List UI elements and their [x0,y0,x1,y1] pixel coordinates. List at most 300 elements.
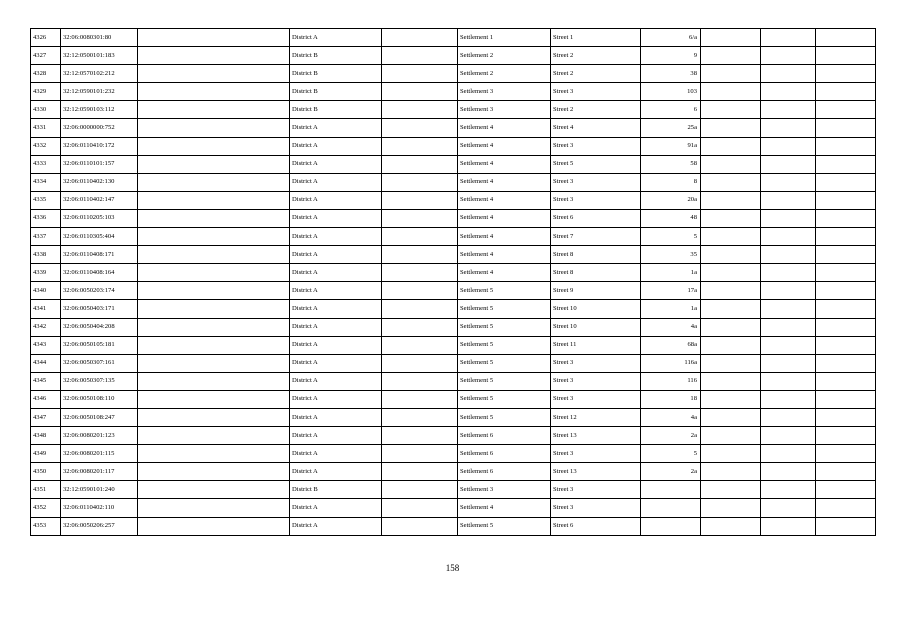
blank-cell [761,481,816,499]
blank-cell [138,408,290,426]
blank-cell [761,83,816,101]
blank-cell [701,137,761,155]
street-cell: Street 3 [551,372,641,390]
street-cell: Street 2 [551,101,641,119]
blank-cell [816,408,876,426]
blank-cell [816,372,876,390]
house-number-cell: 5 [641,228,701,246]
table-row [31,499,876,517]
blank-cell [816,228,876,246]
house-number-cell: 25а [641,119,701,137]
district-cell: District A [290,354,382,372]
cadastral-number-cell: 32:06:0080301:80 [61,29,138,47]
blank-cell [816,119,876,137]
house-number-cell: 2а [641,427,701,445]
blank-cell [816,445,876,463]
house-number-cell: 6/a [641,29,701,47]
cadastral-number-cell: 32:06:0050404:208 [61,318,138,336]
district-cell: District A [290,372,382,390]
row-number-cell: 4344 [31,354,61,372]
street-cell: Street 8 [551,264,641,282]
settlement-cell: Settlement 3 [458,83,551,101]
row-number-cell: 4351 [31,481,61,499]
row-number-cell: 4340 [31,282,61,300]
table-row [31,246,876,264]
cadastral-number-cell: 32:12:0500101:183 [61,47,138,65]
cadastral-number-cell: 32:06:0110101:157 [61,155,138,173]
blank-cell [761,300,816,318]
blank-cell [701,246,761,264]
table-row [31,137,876,155]
house-number-cell [641,481,701,499]
settlement-cell: Settlement 4 [458,209,551,227]
blank-cell [701,481,761,499]
row-number-cell: 4334 [31,173,61,191]
house-number-cell [641,499,701,517]
house-number-cell: 116 [641,372,701,390]
blank-cell [138,481,290,499]
blank-cell [701,282,761,300]
blank-cell [701,336,761,354]
street-cell: Street 6 [551,209,641,227]
blank-cell [382,318,458,336]
blank-cell [701,47,761,65]
street-cell: Street 3 [551,83,641,101]
row-number-cell: 4350 [31,463,61,481]
street-cell: Street 7 [551,228,641,246]
blank-cell [816,137,876,155]
table-row [31,318,876,336]
cadastral-number-cell: 32:12:0590101:232 [61,83,138,101]
settlement-cell: Settlement 5 [458,282,551,300]
district-cell: District A [290,155,382,173]
blank-cell [138,300,290,318]
settlement-cell: Settlement 4 [458,499,551,517]
cadastral-number-cell: 32:06:0110408:164 [61,264,138,282]
row-number-cell: 4336 [31,209,61,227]
blank-cell [816,463,876,481]
row-number-cell: 4342 [31,318,61,336]
blank-cell [761,463,816,481]
street-cell: Street 4 [551,119,641,137]
cadastral-number-cell: 32:12:0590103:112 [61,101,138,119]
district-cell: District A [290,173,382,191]
row-number-cell: 4343 [31,336,61,354]
cadastral-number-cell: 32:06:0000000:752 [61,119,138,137]
settlement-cell: Settlement 4 [458,246,551,264]
blank-cell [701,228,761,246]
settlement-cell: Settlement 4 [458,228,551,246]
blank-cell [761,517,816,535]
blank-cell [382,517,458,535]
table-row [31,29,876,47]
district-cell: District A [290,499,382,517]
table-row [31,427,876,445]
house-number-cell: 9 [641,47,701,65]
blank-cell [138,264,290,282]
row-number-cell: 4331 [31,119,61,137]
blank-cell [701,191,761,209]
district-cell: District A [290,390,382,408]
blank-cell [382,282,458,300]
district-cell: District B [290,83,382,101]
table-row [31,65,876,83]
blank-cell [701,155,761,173]
blank-cell [761,101,816,119]
district-cell: District A [290,427,382,445]
house-number-cell: 17а [641,282,701,300]
cadastral-number-cell: 32:06:0110402:110 [61,499,138,517]
blank-cell [382,137,458,155]
row-number-cell: 4353 [31,517,61,535]
blank-cell [138,83,290,101]
blank-cell [138,390,290,408]
cadastral-number-cell: 32:06:0080201:115 [61,445,138,463]
blank-cell [382,209,458,227]
blank-cell [816,155,876,173]
blank-cell [382,246,458,264]
blank-cell [816,83,876,101]
blank-cell [382,463,458,481]
table-row [31,119,876,137]
row-number-cell: 4330 [31,101,61,119]
district-cell: District A [290,445,382,463]
blank-cell [382,155,458,173]
settlement-cell: Settlement 5 [458,336,551,354]
table-row [31,445,876,463]
district-cell: District A [290,264,382,282]
district-cell: District A [290,246,382,264]
blank-cell [761,173,816,191]
settlement-cell: Settlement 1 [458,29,551,47]
blank-cell [816,300,876,318]
blank-cell [138,65,290,83]
blank-cell [761,264,816,282]
street-cell: Street 8 [551,246,641,264]
street-cell: Street 3 [551,191,641,209]
table-row [31,463,876,481]
blank-cell [816,264,876,282]
blank-cell [816,354,876,372]
blank-cell [761,209,816,227]
row-number-cell: 4345 [31,372,61,390]
house-number-cell: 91а [641,137,701,155]
street-cell: Street 3 [551,354,641,372]
district-cell: District B [290,47,382,65]
cadastral-number-cell: 32:06:0050206:257 [61,517,138,535]
blank-cell [761,29,816,47]
blank-cell [382,390,458,408]
row-number-cell: 4328 [31,65,61,83]
row-number-cell: 4349 [31,445,61,463]
blank-cell [138,119,290,137]
blank-cell [138,336,290,354]
settlement-cell: Settlement 6 [458,445,551,463]
blank-cell [701,463,761,481]
settlement-cell: Settlement 5 [458,517,551,535]
blank-cell [761,318,816,336]
settlement-cell: Settlement 4 [458,119,551,137]
row-number-cell: 4329 [31,83,61,101]
blank-cell [382,427,458,445]
cadastral-number-cell: 32:06:0110305:404 [61,228,138,246]
blank-cell [761,445,816,463]
house-number-cell: 18 [641,390,701,408]
row-number-cell: 4339 [31,264,61,282]
blank-cell [138,209,290,227]
blank-cell [816,390,876,408]
district-cell: District A [290,463,382,481]
blank-cell [701,29,761,47]
district-cell: District A [290,408,382,426]
table-row [31,336,876,354]
blank-cell [138,246,290,264]
house-number-cell: 1а [641,300,701,318]
cadastral-number-cell: 32:06:0050108:110 [61,390,138,408]
blank-cell [761,499,816,517]
house-number-cell: 5 [641,445,701,463]
settlement-cell: Settlement 5 [458,372,551,390]
house-number-cell [641,517,701,535]
district-cell: District B [290,101,382,119]
blank-cell [382,191,458,209]
district-cell: District A [290,336,382,354]
district-cell: District B [290,481,382,499]
register-table [30,28,876,536]
cadastral-number-cell: 32:12:0570102:212 [61,65,138,83]
blank-cell [701,264,761,282]
cadastral-number-cell: 32:06:0050307:135 [61,372,138,390]
blank-cell [382,65,458,83]
blank-cell [382,499,458,517]
blank-cell [138,427,290,445]
row-number-cell: 4327 [31,47,61,65]
table-row [31,209,876,227]
blank-cell [382,445,458,463]
blank-cell [701,390,761,408]
blank-cell [816,517,876,535]
table-row [31,517,876,535]
blank-cell [701,300,761,318]
blank-cell [382,408,458,426]
row-number-cell: 4332 [31,137,61,155]
blank-cell [761,137,816,155]
table-row [31,101,876,119]
street-cell: Street 5 [551,155,641,173]
blank-cell [382,264,458,282]
settlement-cell: Settlement 4 [458,137,551,155]
street-cell: Street 3 [551,499,641,517]
street-cell: Street 13 [551,463,641,481]
house-number-cell: 38 [641,65,701,83]
house-number-cell: 20а [641,191,701,209]
settlement-cell: Settlement 4 [458,264,551,282]
blank-cell [138,445,290,463]
blank-cell [138,155,290,173]
blank-cell [701,445,761,463]
blank-cell [816,336,876,354]
blank-cell [816,29,876,47]
house-number-cell: 4а [641,318,701,336]
table-row [31,282,876,300]
cadastral-number-cell: 32:06:0080201:117 [61,463,138,481]
blank-cell [138,101,290,119]
house-number-cell: 116а [641,354,701,372]
table-row [31,481,876,499]
district-cell: District A [290,517,382,535]
blank-cell [816,427,876,445]
blank-cell [701,517,761,535]
settlement-cell: Settlement 2 [458,47,551,65]
cadastral-number-cell: 32:06:0050108:247 [61,408,138,426]
blank-cell [382,47,458,65]
cadastral-number-cell: 32:12:0590101:240 [61,481,138,499]
page-number: 158 [445,563,460,573]
blank-cell [761,47,816,65]
street-cell: Street 3 [551,137,641,155]
blank-cell [816,65,876,83]
cadastral-number-cell: 32:06:0110205:103 [61,209,138,227]
cadastral-number-cell: 32:06:0050307:161 [61,354,138,372]
street-cell: Street 12 [551,408,641,426]
street-cell: Street 2 [551,65,641,83]
blank-cell [816,318,876,336]
blank-cell [138,191,290,209]
house-number-cell: 58 [641,155,701,173]
row-number-cell: 4335 [31,191,61,209]
table-row [31,390,876,408]
settlement-cell: Settlement 5 [458,300,551,318]
row-number-cell: 4337 [31,228,61,246]
table-row [31,408,876,426]
blank-cell [382,29,458,47]
settlement-cell: Settlement 5 [458,390,551,408]
blank-cell [701,83,761,101]
blank-cell [701,354,761,372]
street-cell: Street 10 [551,300,641,318]
district-cell: District A [290,191,382,209]
blank-cell [382,101,458,119]
blank-cell [816,481,876,499]
blank-cell [761,427,816,445]
blank-cell [761,336,816,354]
blank-cell [138,29,290,47]
blank-cell [138,47,290,65]
settlement-cell: Settlement 5 [458,354,551,372]
cadastral-number-cell: 32:06:0110410:172 [61,137,138,155]
blank-cell [701,499,761,517]
row-number-cell: 4346 [31,390,61,408]
street-cell: Street 3 [551,390,641,408]
table-row [31,191,876,209]
blank-cell [138,318,290,336]
blank-cell [138,372,290,390]
blank-cell [761,119,816,137]
blank-cell [761,372,816,390]
street-cell: Street 3 [551,481,641,499]
blank-cell [761,408,816,426]
blank-cell [761,191,816,209]
district-cell: District A [290,228,382,246]
district-cell: District A [290,29,382,47]
register-table-body [31,29,876,536]
blank-cell [816,101,876,119]
row-number-cell: 4347 [31,408,61,426]
blank-cell [701,408,761,426]
table-row [31,173,876,191]
blank-cell [701,372,761,390]
blank-cell [701,209,761,227]
district-cell: District A [290,137,382,155]
cadastral-number-cell: 32:06:0050203:174 [61,282,138,300]
row-number-cell: 4348 [31,427,61,445]
row-number-cell: 4333 [31,155,61,173]
blank-cell [382,354,458,372]
blank-cell [382,372,458,390]
blank-cell [138,137,290,155]
row-number-cell: 4338 [31,246,61,264]
blank-cell [382,336,458,354]
blank-cell [761,228,816,246]
house-number-cell: 8 [641,173,701,191]
blank-cell [382,83,458,101]
row-number-cell: 4352 [31,499,61,517]
settlement-cell: Settlement 2 [458,65,551,83]
blank-cell [761,390,816,408]
cadastral-number-cell: 32:06:0110402:130 [61,173,138,191]
blank-cell [138,282,290,300]
street-cell: Street 3 [551,445,641,463]
blank-cell [138,517,290,535]
row-number-cell: 4326 [31,29,61,47]
table-row [31,155,876,173]
cadastral-number-cell: 32:06:0050403:171 [61,300,138,318]
blank-cell [816,282,876,300]
blank-cell [816,209,876,227]
blank-cell [701,318,761,336]
blank-cell [701,427,761,445]
settlement-cell: Settlement 3 [458,481,551,499]
blank-cell [761,65,816,83]
blank-cell [761,282,816,300]
settlement-cell: Settlement 5 [458,408,551,426]
district-cell: District A [290,282,382,300]
district-cell: District B [290,65,382,83]
table-row [31,228,876,246]
house-number-cell: 4а [641,408,701,426]
blank-cell [761,354,816,372]
street-cell: Street 10 [551,318,641,336]
blank-cell [816,499,876,517]
blank-cell [138,354,290,372]
district-cell: District A [290,318,382,336]
blank-cell [816,246,876,264]
street-cell: Street 9 [551,282,641,300]
table-row [31,264,876,282]
street-cell: Street 2 [551,47,641,65]
blank-cell [382,481,458,499]
street-cell: Street 3 [551,173,641,191]
house-number-cell: 68а [641,336,701,354]
blank-cell [382,228,458,246]
blank-cell [138,463,290,481]
house-number-cell: 1а [641,264,701,282]
blank-cell [761,246,816,264]
blank-cell [138,499,290,517]
blank-cell [761,155,816,173]
table-row [31,47,876,65]
house-number-cell: 103 [641,83,701,101]
